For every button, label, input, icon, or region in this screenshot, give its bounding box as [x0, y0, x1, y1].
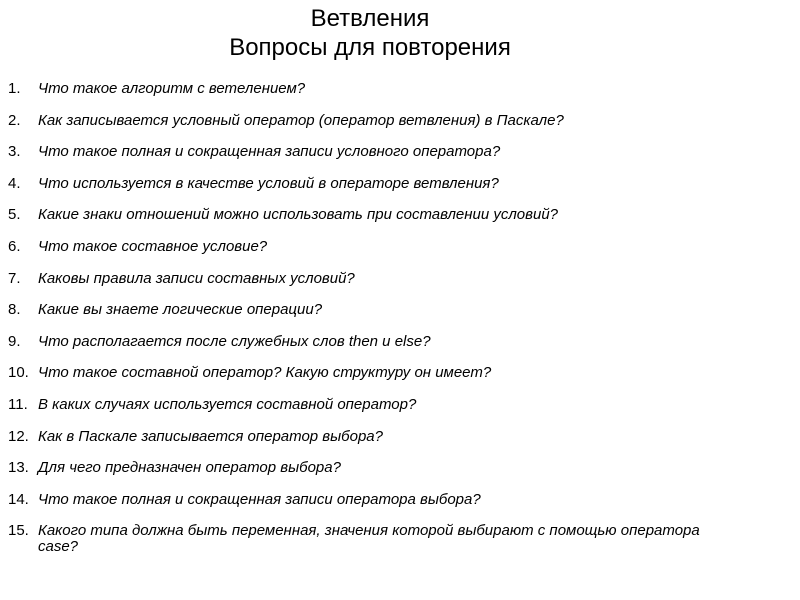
- question-number: 2.: [8, 111, 21, 129]
- question-number: 7.: [8, 269, 21, 287]
- question-number: 4.: [8, 174, 21, 192]
- question-number: 11.: [8, 395, 28, 413]
- question-item-10: [8, 365, 748, 397]
- question-item-8: [8, 302, 748, 334]
- question-number: 12.: [8, 427, 29, 445]
- question-text: Что располагается после служебных слов then и else?: [38, 332, 431, 350]
- question-number: 5.: [8, 206, 21, 224]
- question-number: 13.: [8, 459, 29, 477]
- question-text: Что такое алгоритм с ветелением?: [38, 80, 306, 97]
- question-text: Каковы правила записи составных условий?: [38, 269, 355, 287]
- question-number: 1.: [8, 80, 21, 97]
- slide-subtitle: Вопросы для повторения: [229, 34, 511, 61]
- question-item-15: [8, 523, 748, 555]
- question-text: Какие вы знаете логические операции?: [38, 301, 323, 319]
- question-text: Какие знаки отношений можно использовать при составлении условий?: [38, 206, 559, 224]
- question-item-11: [8, 397, 748, 429]
- question-text: Как в Паскале записывается оператор выбора?: [38, 427, 383, 445]
- question-number: 14.: [8, 490, 29, 508]
- question-item-1: [8, 81, 748, 113]
- question-item-7: [8, 271, 748, 303]
- question-text: Как записывается условный оператор (оператор ветвления) в Паскале?: [38, 111, 564, 129]
- question-item-2: [8, 113, 748, 145]
- question-item-12: [8, 429, 748, 461]
- question-item-13: [8, 460, 748, 492]
- question-item-5: [8, 207, 748, 239]
- question-number: 10.: [8, 364, 29, 382]
- question-text: Для чего предназначен оператор выбора?: [38, 459, 341, 477]
- question-number: 6.: [8, 237, 21, 255]
- question-list: [8, 81, 748, 555]
- question-number: 15.: [8, 522, 29, 540]
- slide-title: Ветвления: [310, 5, 430, 32]
- question-text: Что такое составной оператор? Какую структуру он имеет?: [38, 364, 492, 382]
- question-number: 9.: [8, 332, 21, 350]
- question-item-3: [8, 144, 748, 176]
- question-text: Что такое полная и сокращенная записи оператора выбора?: [38, 490, 481, 508]
- title-block: [0, 4, 740, 62]
- question-item-9: [8, 334, 748, 366]
- question-text: Что используется в качестве условий в операторе ветвления?: [38, 174, 499, 192]
- question-text: В каких случаях используется составной оператор?: [38, 395, 417, 413]
- question-item-14: [8, 492, 748, 524]
- question-item-4: [8, 176, 748, 208]
- question-item-6: [8, 239, 748, 271]
- question-text: Какого типа должна быть переменная, значения которой выбирают с помощью оператора case?: [38, 522, 700, 556]
- question-text: Что такое полная и сокращенная записи условного оператора?: [38, 143, 501, 161]
- question-number: 3.: [8, 143, 21, 161]
- question-number: 8.: [8, 301, 21, 319]
- question-text: Что такое составное условие?: [38, 237, 268, 255]
